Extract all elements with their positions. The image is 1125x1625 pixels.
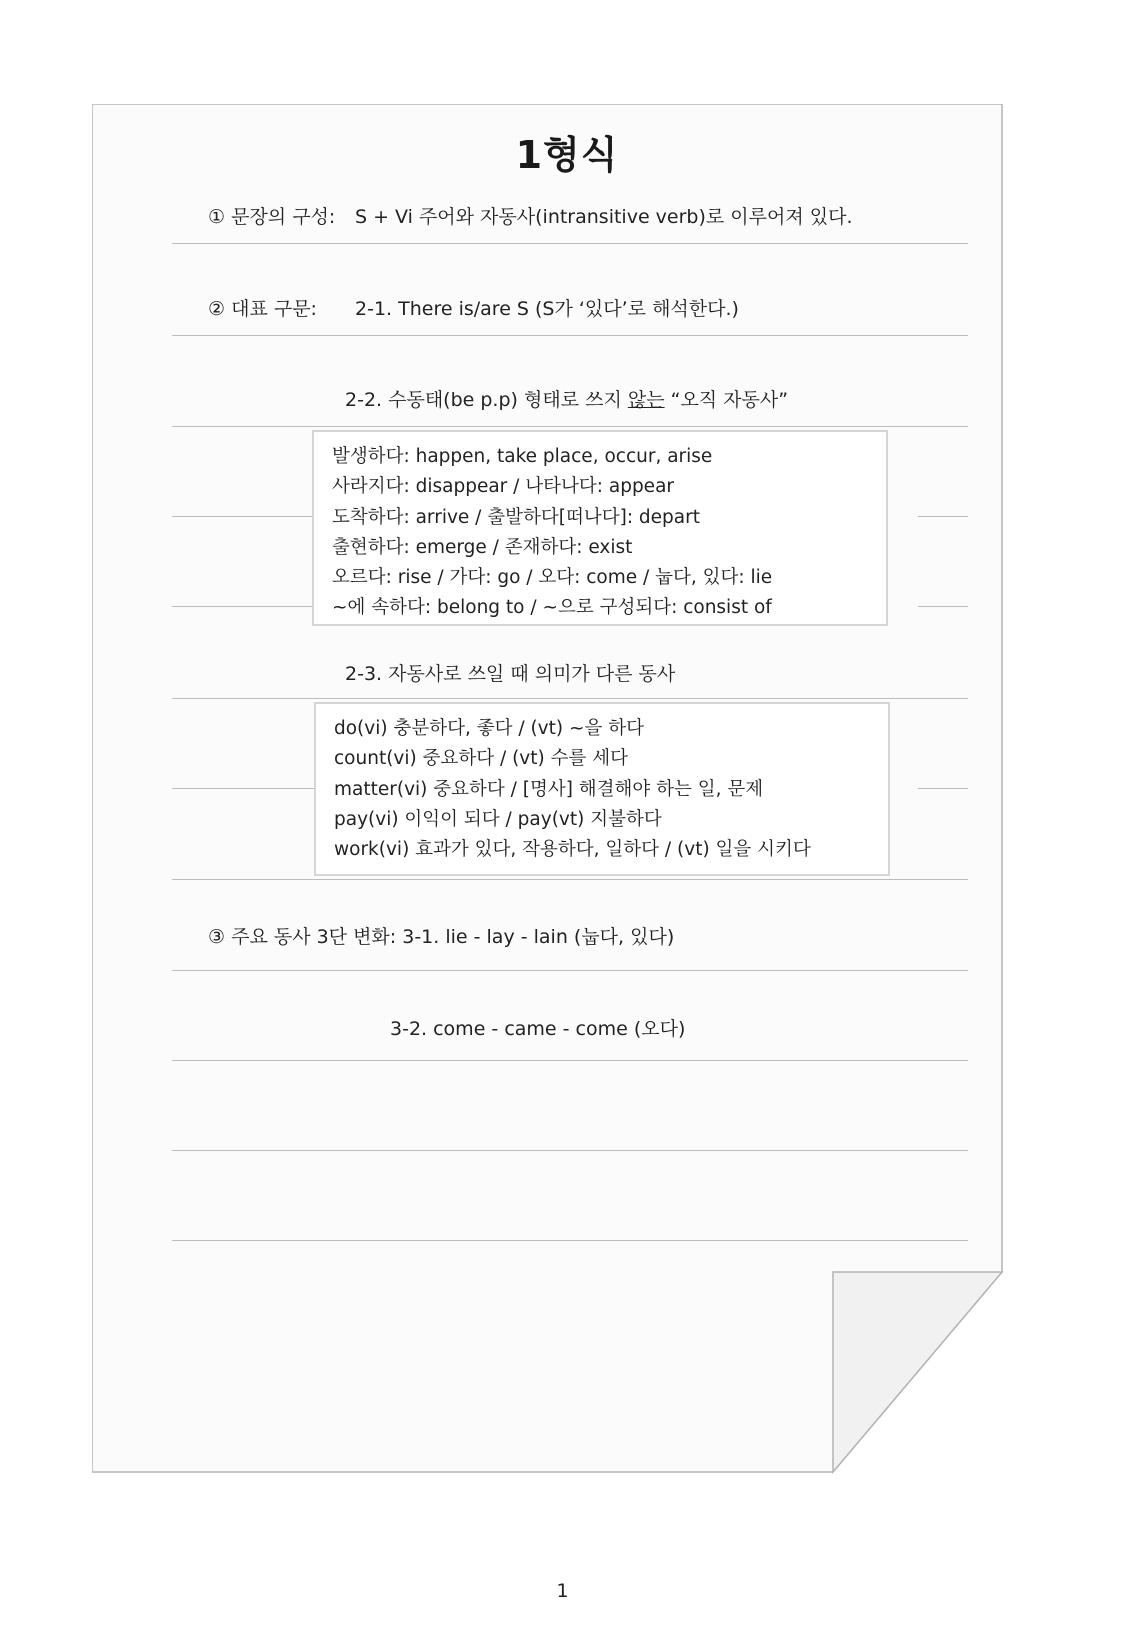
ruled-line [172, 698, 968, 699]
ruled-line [172, 879, 968, 880]
box-1-line: 오르다: rise / 가다: go / 오다: come / 눕다, 있다: lie [332, 567, 773, 589]
ruled-line [172, 1150, 968, 1151]
box-1-line: ~에 속하다: belong to / ~으로 구성되다: consist of [332, 597, 772, 619]
ruled-line [172, 788, 326, 789]
box-1-line: 출현하다: emerge / 존재하다: exist [332, 536, 633, 558]
ruled-line [172, 243, 968, 244]
box-1-line: 사라지다: disappear / 나타나다: appear [332, 476, 675, 498]
ruled-line [172, 970, 968, 971]
page-number: 1 [556, 1580, 569, 1602]
ruled-line [172, 426, 968, 427]
section-1-content: S + Vi 주어와 자동사(intransitive verb)로 이루어져 있다. [355, 206, 853, 228]
box-1-line: 도착하다: arrive / 출발하다[떠나다]: depart [332, 506, 700, 528]
ruled-line [918, 516, 968, 517]
section-1-label: 문장의 구성: [231, 206, 336, 228]
section-2-item-2-before: 2-2. 수동태(be p.p) 형태로 쓰지 [345, 389, 628, 411]
section-3-label: 주요 동사 3단 변화: [231, 926, 397, 948]
paper-sheet [92, 104, 1042, 1531]
section-1-row [208, 202, 335, 229]
section-3-marker: ③ [208, 926, 226, 948]
folded-corner [833, 1272, 1002, 1472]
ruled-line [172, 335, 968, 336]
section-2-item-1: 2-1. There is/are S (S가 ‘있다’로 해석한다.) [355, 298, 739, 320]
meaning-change-verbs-box [314, 702, 890, 876]
section-2-row [208, 294, 317, 321]
ruled-line [172, 516, 326, 517]
ruled-line [918, 788, 968, 789]
ruled-line [172, 606, 326, 607]
section-2-marker: ② [208, 298, 226, 320]
section-2-item-2 [345, 385, 788, 412]
box-2-line: work(vi) 효과가 있다, 작용하다, 일하다 / (vt) 일을 시키다 [334, 839, 811, 861]
section-1-marker: ① [208, 206, 226, 228]
ruled-line [172, 1240, 968, 1241]
box-1-line: 발생하다: happen, take place, occur, arise [332, 446, 713, 467]
page-title: 1형식 [515, 133, 619, 177]
section-2-item-3: 2-3. 자동사로 쓰일 때 의미가 다른 동사 [345, 663, 676, 685]
section-2-item-2-underlined: 않는 [627, 389, 665, 411]
ruled-line [918, 606, 968, 607]
section-3-item-1: 3-1. lie - lay - lain (눕다, 있다) [402, 926, 675, 948]
box-2-line: do(vi) 충분하다, 좋다 / (vt) ~을 하다 [334, 718, 644, 739]
ruled-line [172, 1060, 968, 1061]
intransitive-only-verbs-box [312, 430, 888, 626]
section-3-item-2: 3-2. come - came - come (오다) [390, 1018, 686, 1040]
box-2-line: pay(vi) 이익이 되다 / pay(vt) 지불하다 [334, 808, 662, 830]
section-3-row [208, 922, 674, 949]
section-2-label: 대표 구문: [231, 298, 317, 320]
box-2-line: count(vi) 중요하다 / (vt) 수를 세다 [334, 748, 628, 770]
section-2-item-2-after: “오직 자동사” [664, 389, 789, 411]
box-2-line: matter(vi) 중요하다 / [명사] 해결해야 하는 일, 문제 [334, 778, 764, 800]
